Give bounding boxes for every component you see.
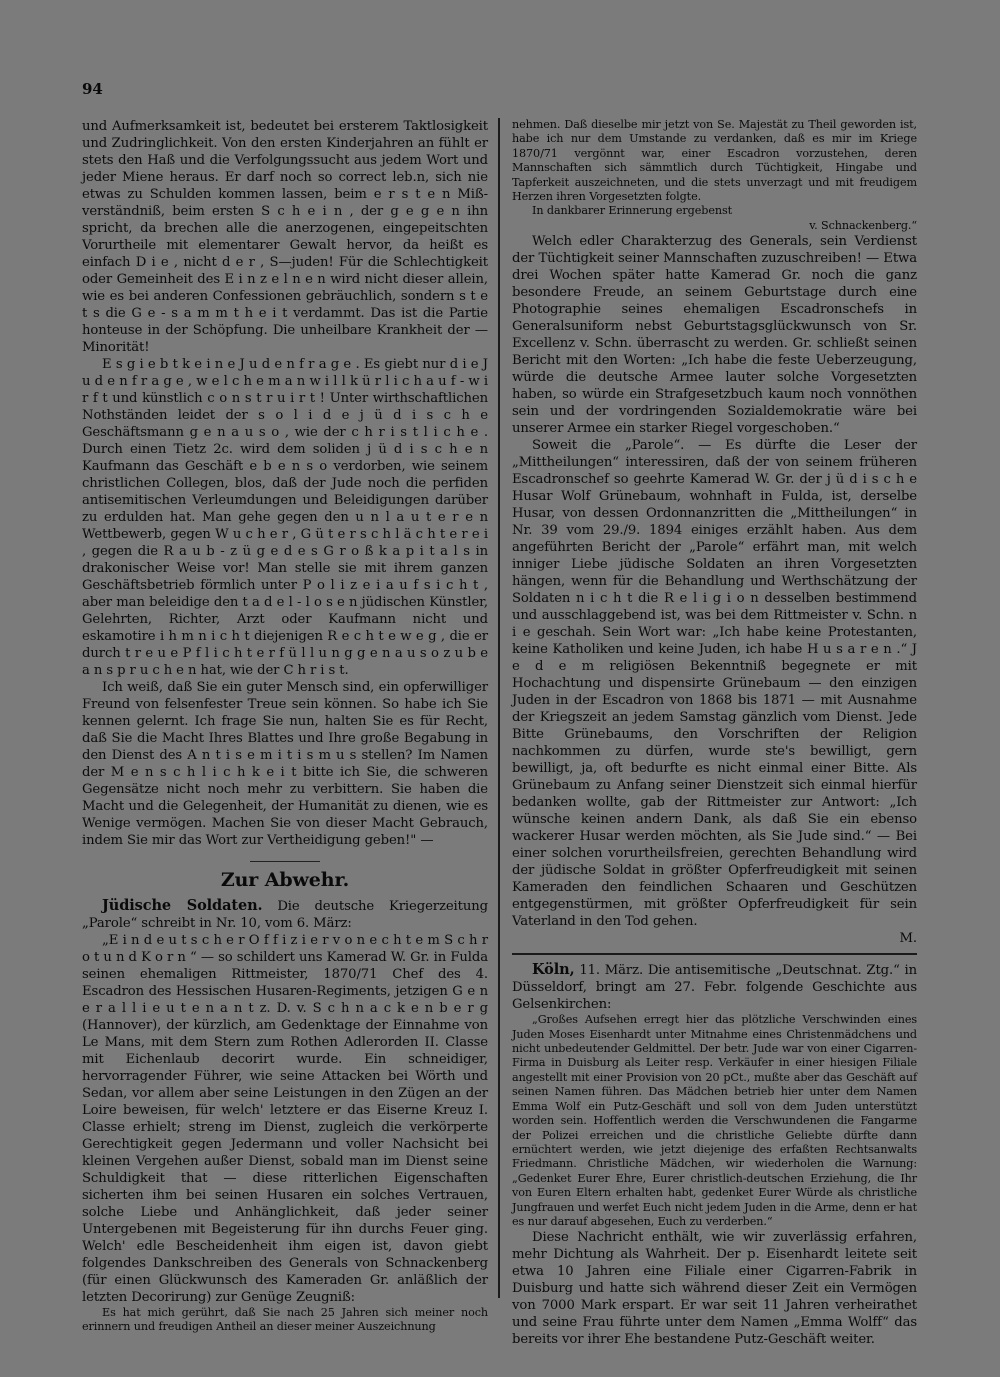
letter-signature: v. Schnackenberg.“ <box>809 218 917 232</box>
author-signature: M. <box>899 931 917 947</box>
section-divider <box>250 861 320 862</box>
paragraph: „E i n d e u t s c h e r O f f i z i e r v o n e c h t e m S c h r o t u n d K o r n “ — so schildert uns Kamerad W. Gr. in Fulda seinen ehemaligen Rittmeister, 1870/71 Chef des 4. Escadron des Hessischen Husaren-Regiments, jetzigen G e n e r a l l i e u t e n a n t z. D. v. S c h n a c k e n b e r g (Hannover), der kürzlich, am Gedenktage der Einnahme von Le Mans, mit dem Stern zum Rothen Adlerorden II. Classe mit Eichenlaub decorirt wurde. Ein schneidiger, hervorragender Führer, wie seine Attacken bei Wörth und Sedan, vor allem aber seine Leistungen in den Zügen an der Loire beweisen, für welch' letztere er das Eiserne Kreuz I. Classe erhielt; streng im Dienst, zugleich die verkörperte Gerechtigkeit gegen Jedermann und voller Nachsicht bei kleinen Vergehen außer Dienst, sobald man im Dienst seine Schuldigkeit that — diese ritterlichen Eigenschaften sicherten ihm bei seinen Husaren ein solches Vertrauen, solche Liebe und Anhänglichkeit, daß jeder seiner Untergebenen mit Begeisterung für ihn durchs Feuer ging. Welch' edle Bescheidenheit ihm eigen ist, davon giebt folgendes Dankschreiben des Generals von Schnackenberg (für einen Glückwunsch des Kameraden Gr. anläßlich der letzten Decorirung) zur Genüge Zeugniß: <box>82 933 488 1305</box>
paragraph: Diese Nachricht enthält, wie wir zuverlässig erfahren, mehr Dichtung als Wahrheit. Der p. Eisenhardt leitete seit etwa 10 Jahren eine Filiale einer Cigarren-Fabrik in Duisburg und hatte sich während dieser Zeit ein Vermögen von 7000 Mark erspart. Er war seit 11 Jahren verheirathet und seine Frau führte unter dem Namen „Emma Wolff“ das bereits vor ihrer Ehe bestandene Putz-Geschäft weiter. <box>512 1230 917 1348</box>
article-divider <box>512 953 917 955</box>
paragraph: Ich weiß, daß Sie ein guter Mensch sind, ein opferwilliger Freund von felsenfester Treue sein können. So habe ich Sie kennen gelernt. Ich frage Sie nun, halten Sie es für Recht, daß Sie die Macht Ihres Blattes und Ihre große Begabung in den Dienst des A n t i s e m i t i s m u s stellen? Im Namen der M e n s c h l i c h k e i t bitte ich Sie, die schweren Gegensätze nicht noch mehr zu verbittern. Sie haben die Macht und die Gelegenheit, der Humanität zu dienen, wie es Wenige vermögen. Machen Sie von dieser Macht Gebrauch, indem Sie mir das Wort zur Vertheidigung geben!" — <box>82 680 488 848</box>
column-rule <box>498 118 500 1298</box>
article-title: Köln, <box>532 961 575 979</box>
right-column <box>512 118 917 1348</box>
paragraph: und Aufmerksamkeit ist, bedeutet bei ersterem Taktlosigkeit und Zudringlichkeit. Von den ersten Kinderjahren an fühlt er stets den Haß und die Verfolgungssucht aus jedem Wort und jeder Miene heraus. Er darf noch so correct leb.n, sich nie etwas zu Schulden kommen lassen, beim e r s t e n Miß-verständniß, beim ersten S c h e i n , der g e g e n ihn spricht, da brechen alle die anerzogenen, eingepeitschten Vorurtheile mit elementarer Gewalt hervor, da heißt es einfach D i e , nicht d e r , S—juden! Für die Schlechtigkeit oder Gemeinheit des E i n z e l n e n wird nicht dieser allein, wie es bei anderen Confessionen gebräuchlich, sondern s t e t s die G e - s a m m t h e i t verdammt. Das ist die Partie honteuse in der Schöpfung. Die unheilbare Krankheit der — Minorität! <box>82 119 488 355</box>
page-number: 94 <box>82 80 103 98</box>
left-column <box>82 118 488 1335</box>
letter-closing: In dankbarer Erinnerung ergebenst <box>532 204 732 218</box>
article-intro: 11. März. Die antisemitische „Deutschnat. Ztg.“ in Düsseldorf, bringt am 27. Febr. folgende Geschichte aus Gelsenkirchen: <box>512 963 918 1013</box>
section-heading: Zur Abwehr. <box>220 869 350 891</box>
article-title: Jüdische Soldaten. <box>102 897 263 914</box>
paragraph <box>82 897 488 932</box>
quoted-letter: Es hat mich gerührt, daß Sie nach 25 Jahren sich meiner noch erinnern und freudigen Antheil an dieser meiner Auszeichnung <box>82 1306 488 1334</box>
quoted-letter: nehmen. Daß dieselbe mir jetzt von Se. Majestät zu Theil geworden ist, habe ich nur dem Umstande zu verdanken, daß es mir im Kriege 1870/71 vergönnt war, einer Escadron vorzustehen, deren Mannschaften sich sämmtlich durch Tüchtigkeit, Hingabe und Tapferkeit auszeichneten, und die stets unverzagt und mit freudigem Herzen ihren Vorgesetzten folgte. <box>512 118 917 204</box>
paragraph: E s g i e b t k e i n e J u d e n f r a g e . Es giebt nur d i e J u d e n f r a g e , w e l c h e m a n w i l l k ü r l i c h a u f - w i r f t und künstlich c o n s t r u i r t ! Unter wirthschaftlichen Nothständen leidet der s o l i d e j ü d i s c h e Geschäftsmann g e n a u s o , wie der c h r i s t l i c h e . Durch einen Tietz 2c. wird dem soliden j ü d i s c h e n Kaufmann das Geschäft e b e n s o verdorben, wie seinem christlichen Collegen, blos, daß der Jude noch die perfiden antisemitischen Verleumdungen und Beleidigungen darüber zu erdulden hat. Man gehe gegen den u n l a u t e r e n Wettbewerb, gegen W u c h e r , G ü t e r s c h l ä c h t e r e i , gegen die R a u b - z ü g e d e s G r o ß k a p i t a l s in drakonischer Weise vor! Man stelle sie mit ihrem ganzen Geschäftsbetrieb förmlich unter P o l i z e i a u f s i c h t , aber man beleidige den t a d e l - l o s e n jüdischen Künstler, Gelehrten, Richter, Arzt oder Kaufmann nicht und eskamotire i h m n i c h t diejenigen R e c h t e w e g , die er durch t r e u e P f l i c h t e r f ü l l u n g g e n a u s o z u b e a n s p r u c h e n hat, wie der C h r i s t. <box>82 357 488 678</box>
paragraph <box>512 961 917 1013</box>
paragraph: Soweit die „Parole“. — Es dürfte die Leser der „Mittheilungen“ interessiren, daß der von seinem früheren Escadronschef so geehrte Kamerad W. Gr. der j ü d i s c h e Husar Wolf Grünebaum, wohnhaft in Fulda, ist, derselbe Husar, von dessen Ordonnanzritten die „Mittheilungen“ in Nr. 39 vom 29./9. 1894 einiges erzählt haben. Aus dem angeführten Bericht der „Parole“ erfährt man, mit welch inniger Liebe jüdische Soldaten an ihren Vorgesetzten hängen, wenn für die Behandlung und Werthschätzung der Soldaten n i c h t die R e l i g i o n desselben bestimmend und ausschlaggebend ist, was bei dem Rittmeister v. Schn. n i e geschah. Sein Wort war: „Ich habe keine Protestanten, keine Katholiken und keine Juden, ich habe H u s a r e n .“ J e d e m religiösen Bekenntniß begegnete er mit Hochachtung und dispensirte Grünebaum — den einzigen Juden in der Escadron von 1868 bis 1871 — mit Ausnahme der Kriegszeit an jedem Samstag gänzlich vom Dienst. Jede Bitte Grünebaums, den Vorschriften der Religion nachkommen zu dürfen, wurde ste's bewilligt, gern bewilligt, ja, oft bedurfte es nicht einmal einer Bitte. Als Grünebaum zu Anfang seiner Dienstzeit sich einmal hierfür bedanken wollte, gab der Rittmeister zur Antwort: „Ich wünsche keinen andern Dank, als daß Sie ein ebenso wackerer Husar werden möchten, als Sie Jude sind.“ — Bei einer solchen vorurtheilsfreien, gerechten Behandlung wird der jüdische Soldat in größter Opferfreudigkeit mit seinen Kameraden den feindlichen Schaaren und Geschützen entgegenstürmen, mit größter Opferfreudigkeit für sein Vaterland in den Tod gehen. <box>512 438 917 930</box>
quoted-report: „Großes Aufsehen erregt hier das plötzliche Verschwinden eines Juden Moses Eisenhardt unter Mitnahme eines Christenmädchens und nicht unbedeutender Geldmittel. Der betr. Jude war von einer Cigarren-Firma in Duisburg als Leiter resp. Verkäufer in einer hiesigen Filiale angestellt mit einer Provision von 20 pCt., mußte aber das Geschäft auf seinen Namen führen. Das Mädchen betrieb hier unter dem Namen Emma Wolf ein Putz-Geschäft und soll von dem Juden unterstützt worden sein. Hoffentlich werden die Verschwundenen die Fangarme der Polizei erreichen und die christliche Geliebte dürfte dann ernüchtert werden, wie jetzt diejenige des erfaßten Rechtsanwalts Friedmann. Christliche Mädchen, wir wiederholen die Warnung: „Gedenket Eurer Ehre, Eurer christlich-deutschen Erziehung, die Ihr von Euren Eltern erhalten habt, gedenket Eurer Würde als christliche Jungfrauen und werfet Euch nicht jedem Juden in die Arme, denn er hat es nur darauf abgesehen, Euch zu verderben.“ <box>512 1013 917 1228</box>
paragraph: Welch edler Charakterzug des Generals, sein Verdienst der Tüchtigkeit seiner Mannschaften zuzuschreiben! — Etwa drei Wochen später hatte Kamerad Gr. noch die ganz besondere Freude, an seinem Geburtstage durch eine Photographie seines ehemaligen Escadronschefs in Generalsuniform nebst Geburtstagsglückwunsch von Sr. Excellenz v. Schn. überrascht zu werden. Gr. schließt seinen Bericht mit den Worten: „Ich habe die feste Ueberzeugung, würde die deutsche Armee lauter solche Vorgesetzten haben, so würde ein Strafgesetzbuch kaum noch vonnöthen sein und der vordringenden Sozialdemokratie wäre bei unserer Armee ein starker Riegel vorgeschoben.“ <box>512 234 917 437</box>
article-intro: Die deutsche Kriegerzeitung „Parole“ schreibt in Nr. 10, vom 6. März: <box>82 899 488 931</box>
